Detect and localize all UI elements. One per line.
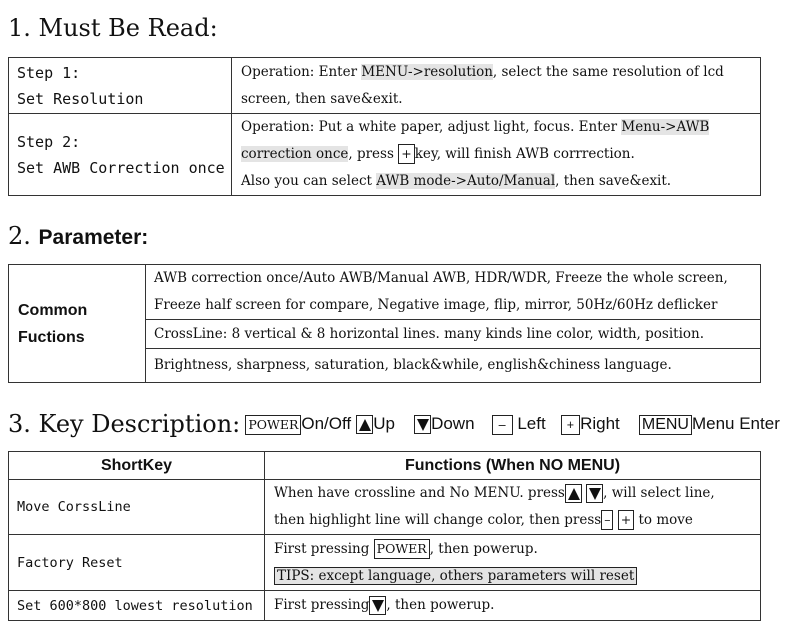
- parameter-row-2: CrossLine: 8 vertical & 8 horizontal lines. many kinds line color, width, position.: [9, 320, 761, 349]
- tips-note: TIPS: except language, others parameters will reset: [274, 567, 637, 585]
- key-description-legend: [8, 410, 780, 438]
- step1-label: [9, 58, 232, 114]
- legend-up: Up: [356, 414, 395, 434]
- legend-power: POWER On/Off: [245, 414, 351, 435]
- must-read-table: [8, 57, 761, 196]
- section1-title: 1. Must Be Read:: [8, 14, 218, 42]
- awb-mode-path: AWB mode->Auto/Manual: [376, 173, 556, 189]
- parameter-row-3: Brightness, sharpness, saturation, black&while, english&chiness language.: [9, 349, 761, 383]
- parameter-row-1: Common Fuctions AWB correction once/Auto AWB/Manual AWB, HDR/WDR, Freeze the whole screen, Freeze half screen for compare, Negative image, flip, mirror, 50Hz/60Hz deflicker: [9, 265, 761, 320]
- step2-text: Operation: Put a white paper, adjust light, focus. Enter Menu->AWB correction once, press + key, will finish AWB corrrection. Also you can select AWB mode->Auto/Manual, then save&exit.: [232, 114, 761, 196]
- section2-title: 2. Parameter:: [8, 222, 149, 250]
- section3-title: 3. Key Description:: [8, 410, 241, 438]
- triangle-down-icon: [369, 596, 386, 615]
- shortkey-row-lowest-resolution: Set 600*800 lowest resolution First pressing , then powerup.: [9, 591, 761, 621]
- shortkey-header-row: [9, 452, 761, 480]
- step1-label1: Step 1:: [17, 63, 81, 82]
- functions-header: Functions (When NO MENU): [265, 452, 761, 480]
- common-functions-label: Common Fuctions: [9, 265, 146, 383]
- plus-key: +: [398, 144, 414, 164]
- menu-resolution-path: MENU->resolution: [361, 63, 493, 80]
- triangle-down-icon: [414, 415, 431, 434]
- step2-label: [9, 114, 232, 196]
- legend-menu: MENU Menu Enter: [639, 414, 780, 435]
- step1-label2: Set Resolution: [17, 89, 144, 108]
- shortkey-row-factory-reset: Factory Reset First pressing POWER , then powerup. TIPS: except language, others parameters will reset: [9, 535, 761, 591]
- step1-text: Operation: Enter MENU->resolution, select the same resolution of lcd screen, then save&exit.: [232, 58, 761, 114]
- legend-right: + Right: [561, 414, 620, 435]
- step1-row: [9, 58, 761, 114]
- parameter-table: [8, 264, 761, 383]
- triangle-up-icon: [565, 484, 582, 503]
- step2-label2: Set AWB Correction once: [17, 158, 225, 177]
- triangle-down-icon: [586, 484, 603, 503]
- shortkey-table: [8, 451, 761, 621]
- menu-awb-path: Menu->AWB: [621, 119, 710, 135]
- triangle-up-icon: [356, 415, 373, 434]
- step2-label1: Step 2:: [17, 132, 81, 151]
- legend-down: Down: [414, 414, 474, 434]
- step2-row: [9, 114, 761, 196]
- legend-left: – Left: [492, 414, 546, 435]
- shortkey-row-crossline: Move CorssLine When have crossline and No MENU. press , will select line, then highlight line will change color, then press – + to move: [9, 480, 761, 535]
- shortkey-header: ShortKey: [9, 452, 265, 480]
